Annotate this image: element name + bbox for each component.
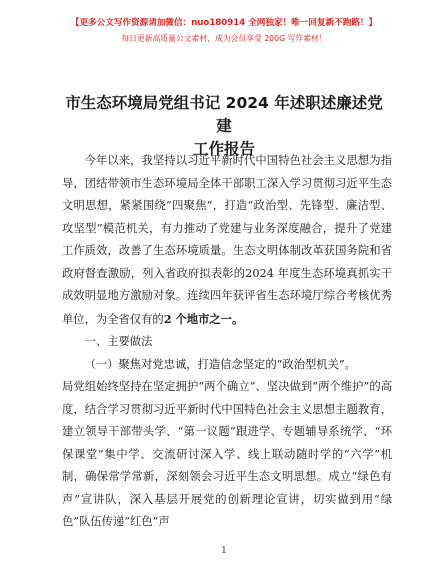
promo-line-2: 每日更新高质量公文素材，成为会员享受 200G 写作素材！ <box>121 34 327 43</box>
page-number: 1 <box>221 546 227 556</box>
document-body <box>62 150 392 534</box>
promo-line-1: 【更多公文写作资源请加微信：nuo180914 全网独家！唯一回复新不跑路！】 <box>70 18 378 28</box>
promo-banner <box>0 16 448 46</box>
intro-bold-text: 2 个地市之一。 <box>163 311 244 326</box>
body-paragraph: 局党组始终坚持在坚定拥护“两个确立”、坚决做到“两个维护”的高度，结合学习贯彻习近平新时代中国特色社会主义思想主题教育，建立领导干部带头学、“第一议题”跟进学、专题辅导系统学、“环保课堂”集中学、交流研讨深入学、线上联动随时学的“六学”机制，确保常学常新，深刻领会习近平生态文明思想。成立“绿色有声”宣讲队，深入基层开展党的创新理论宣讲，切实做到用“绿色”队伍传递“红色”声 <box>62 380 392 528</box>
section-heading: 一、主要做法 <box>84 335 153 348</box>
title-line-2: 工作报告 <box>192 140 255 158</box>
subsection-heading: （一）聚焦对党忠诚，打造信念坚定的“政治型机关”。 <box>84 357 356 371</box>
intro-text: 今年以来，我坚持以习近平新时代中国特色社会主义思想为指导，团结带领市生态环境局全体干部职工深入学习贯彻习近平生态文明思想，紧紧围绕“四聚焦”，打造“政治型、先锋型、廉洁型、攻坚型”模范机关，有力推动了党建与业务深度融合，提升了党建工作质效，改善了生态环境质量。生态文明体制改革获国务院和省政府督查激励，列入省政府拟表彰的2024 年度生态环境真抓实干成效明显地方激励对象。连续四年获评省生态环境厅综合考核优秀单位，为全省仅有的 <box>62 154 392 326</box>
title-line-1: 市生态环境局党组书记 2024 年述职述廉述党建 <box>65 94 383 135</box>
intro-paragraph <box>62 150 392 331</box>
